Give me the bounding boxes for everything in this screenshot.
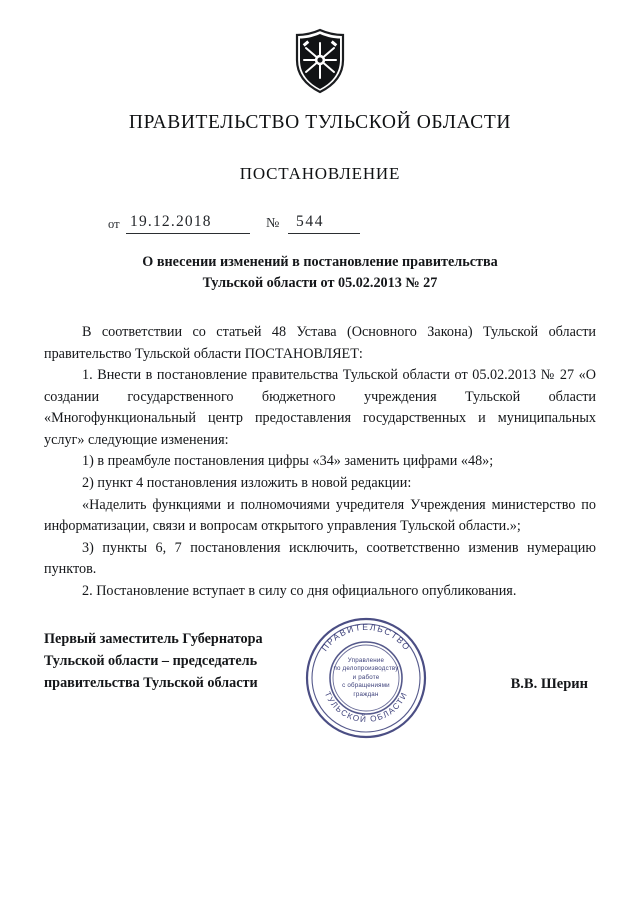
date-label: от	[108, 217, 120, 231]
svg-text:ПРАВИТЕЛЬСТВО: ПРАВИТЕЛЬСТВО	[319, 621, 413, 653]
number-value: 544	[296, 213, 325, 230]
date-value: 19.12.2018	[130, 213, 212, 230]
document-body	[44, 322, 596, 603]
signature-block	[44, 628, 596, 694]
subject-line-1: О внесении изменений в постановление правительства	[142, 254, 498, 270]
paragraph: 1) в преамбуле постановления цифры «34» заменить цифрами «48»;	[82, 453, 494, 470]
signature-line-2: Тульской области – председатель	[44, 653, 258, 669]
signature-line-1: Первый заместитель Губернатора	[44, 631, 263, 647]
date-rule	[126, 233, 250, 234]
stamp-inner-line-5: граждан	[353, 690, 379, 698]
svg-text:ТУЛЬСКОЙ ОБЛАСТИ: ТУЛЬСКОЙ ОБЛАСТИ	[322, 690, 410, 725]
number-label: №	[266, 216, 280, 231]
document-meta	[108, 208, 538, 234]
stamp-inner-line-4: с обращениями	[342, 682, 390, 690]
document-header	[0, 112, 640, 184]
paragraph: 2. Постановление вступает в силу со дня официального опубликования.	[82, 582, 517, 599]
number-rule	[288, 233, 360, 234]
signature-line-3: правительства Тульской области	[44, 675, 258, 691]
subject-line-2: Тульской области от 05.02.2013 № 27	[202, 275, 438, 292]
stamp-inner-line-1: Управление	[347, 657, 385, 665]
paragraph: 2) пункт 4 постановления изложить в новой редакции:	[82, 475, 412, 492]
paragraph: 1. Внести в постановление правительства Тульской области от 05.02.2013 № 27 «О создании государственного бюджетного учреждения Тульской области «Многофункциональный центр предоставления государственных и муниципальных услуг» следующие изменения:	[44, 367, 596, 448]
stamp-inner-line-2: по делопроизводству	[333, 665, 399, 673]
paragraph: В соответствии со статьей 48 Устава (Основного Закона) Тульской области правительство Тульской области ПОСТАНОВЛЯЕТ:	[44, 324, 596, 362]
signatory-name: В.В. Шерин	[510, 676, 588, 692]
document-subject	[70, 252, 570, 295]
page-title: ПРАВИТЕЛЬСТВО ТУЛЬСКОЙ ОБЛАСТИ	[128, 112, 512, 133]
coat-of-arms-emblem	[0, 26, 640, 96]
paragraph: 3) пункты 6, 7 постановления исключить, соответственно изменив нумерацию пунктов.	[44, 539, 596, 578]
stamp-inner-line-3: и работе	[352, 673, 380, 681]
document-type: ПОСТАНОВЛЕНИЕ	[239, 164, 401, 183]
paragraph: «Наделить функциями и полномочиями учредителя Учреждения министерство по информатизации, связи и вопросам открытого управления Тульской области.»;	[44, 496, 596, 535]
